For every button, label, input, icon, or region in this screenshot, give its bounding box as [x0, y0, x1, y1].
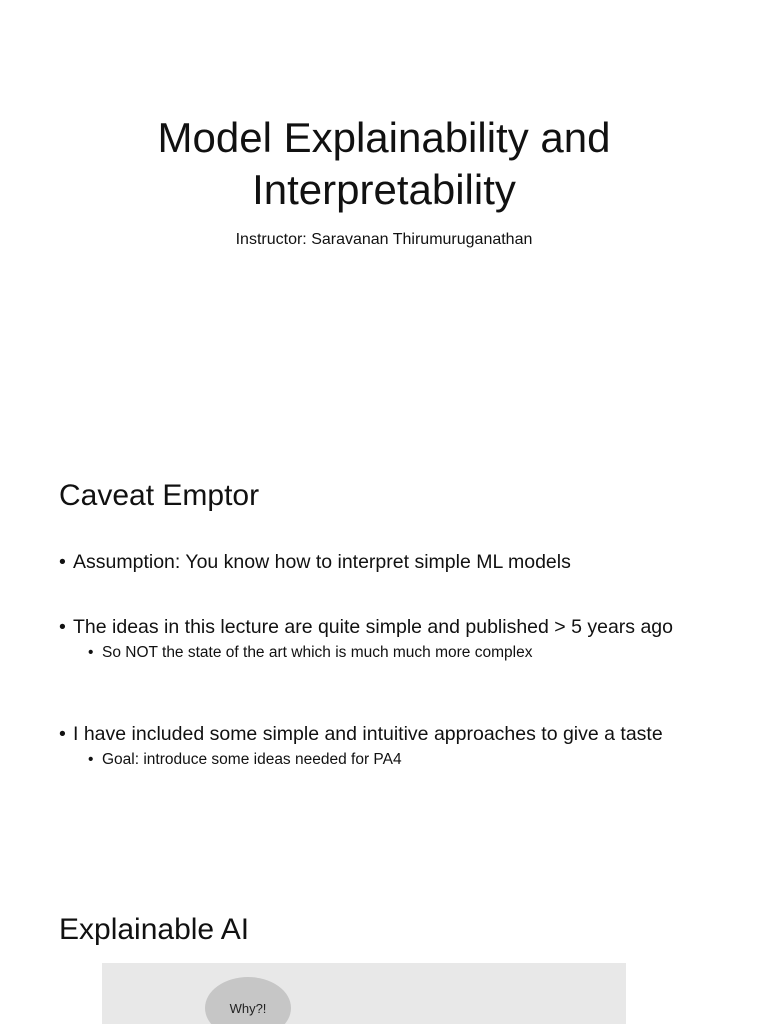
sub-bullet-item: [88, 749, 402, 771]
bullet-text: Assumption: You know how to interpret simple ML models: [73, 551, 571, 573]
bullet-item: [59, 721, 663, 747]
bullet-dot: •: [88, 644, 94, 661]
presentation-title: [0, 112, 768, 216]
slide-heading: Explainable AI: [59, 913, 250, 946]
bullet-dot: •: [59, 616, 66, 638]
bullet-dot: •: [59, 723, 66, 745]
sub-bullet-text: Goal: introduce some ideas needed for PA4: [102, 751, 402, 768]
sub-bullet-text: So NOT the state of the art which is much much more complex: [102, 644, 533, 661]
instructor-name: Instructor: Saravanan Thirumuruganathan: [235, 231, 533, 248]
bullet-text: I have included some simple and intuitive approaches to give a taste: [73, 723, 663, 745]
bullet-dot: •: [88, 751, 94, 768]
explainable-ai-slide: [0, 870, 768, 1024]
title-line-2: Interpretability: [252, 166, 516, 213]
bullet-text: The ideas in this lecture are quite simple and published > 5 years ago: [73, 616, 673, 638]
slide-heading: Caveat Emptor: [59, 479, 260, 512]
why-speech-bubble: [205, 977, 291, 1024]
bullet-dot: •: [59, 551, 66, 573]
bullet-item: [59, 614, 673, 640]
bubble-text: Why?!: [229, 1000, 267, 1016]
caveat-slide: [0, 430, 768, 870]
figure-panel: [102, 963, 626, 1024]
title-slide: [0, 0, 768, 430]
bullet-item: [59, 549, 571, 575]
title-line-1: Model Explainability and: [157, 114, 611, 161]
sub-bullet-item: [88, 642, 532, 664]
